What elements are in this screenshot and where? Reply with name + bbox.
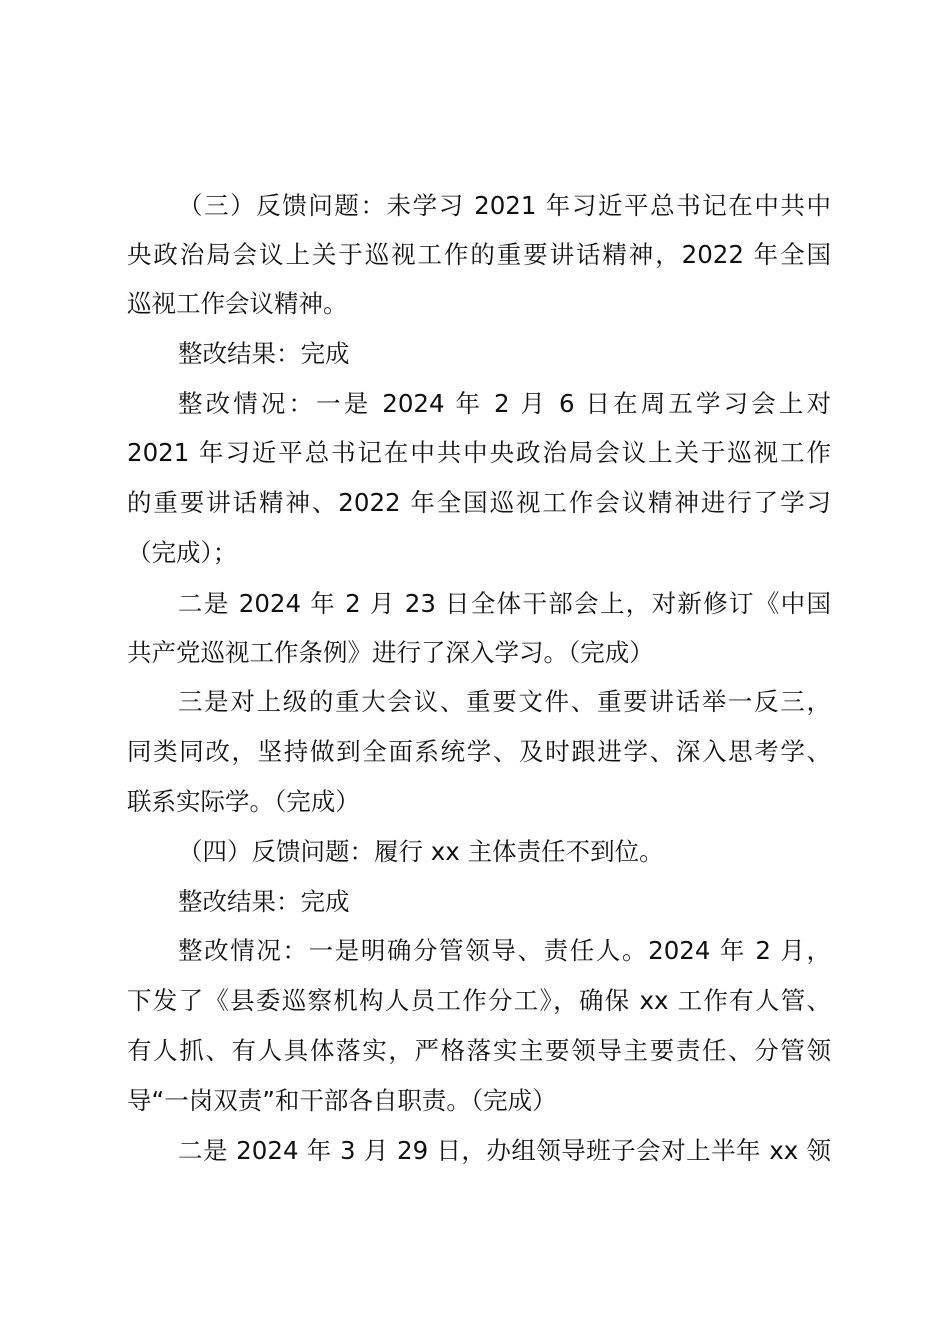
text-line: 共产党巡视工作条例》进行了深入学习。（完成） <box>127 638 654 667</box>
text-line: 三是对上级的重大会议、重要文件、重要讲话举一反三， <box>178 687 831 716</box>
text-line: （三）反馈问题：未学习 2021 年习近平总书记在中共中 <box>178 191 831 220</box>
text-line: 整改结果：完成 <box>178 339 350 368</box>
text-line: 联系实际学。（完成） <box>127 787 360 816</box>
text-line: （四）反馈问题：履行 xx 主体责任不到位。 <box>178 837 664 866</box>
text-line: 下发了《县委巡察机构人员工作分工》，确保 xx 工作有人管、 <box>127 986 831 1015</box>
text-line: 整改情况：一是明确分管领导、责任人。2024 年 2 月， <box>178 936 831 965</box>
text-line: 导“一岗双责”和干部各自职责。（完成） <box>127 1086 557 1115</box>
text-line: 整改结果：完成 <box>178 887 350 916</box>
text-line: 2021 年习近平总书记在中共中央政治局会议上关于巡视工作 <box>127 438 831 467</box>
text-line: 有人抓、有人具体落实，严格落实主要领导主要责任、分管领 <box>127 1036 831 1065</box>
text-line: 整改情况：一是 2024 年 2 月 6 日在周五学习会上对 <box>178 389 831 418</box>
text-line: 二是 2024 年 3 月 29 日，办组领导班子会对上半年 xx 领 <box>178 1136 831 1165</box>
text-line: （完成）； <box>127 538 238 567</box>
text-line: 二是 2024 年 2 月 23 日全体干部会上，对新修订《中国 <box>178 589 831 618</box>
text-line: 的重要讲话精神、2022 年全国巡视工作会议精神进行了学习 <box>127 488 831 517</box>
text-line: 巡视工作会议精神。 <box>127 289 348 318</box>
text-line: 央政治局会议上关于巡视工作的重要讲话精神，2022 年全国 <box>127 240 831 269</box>
text-line: 同类同改，坚持做到全面系统学、及时跟进学、深入思考学、 <box>127 737 831 766</box>
